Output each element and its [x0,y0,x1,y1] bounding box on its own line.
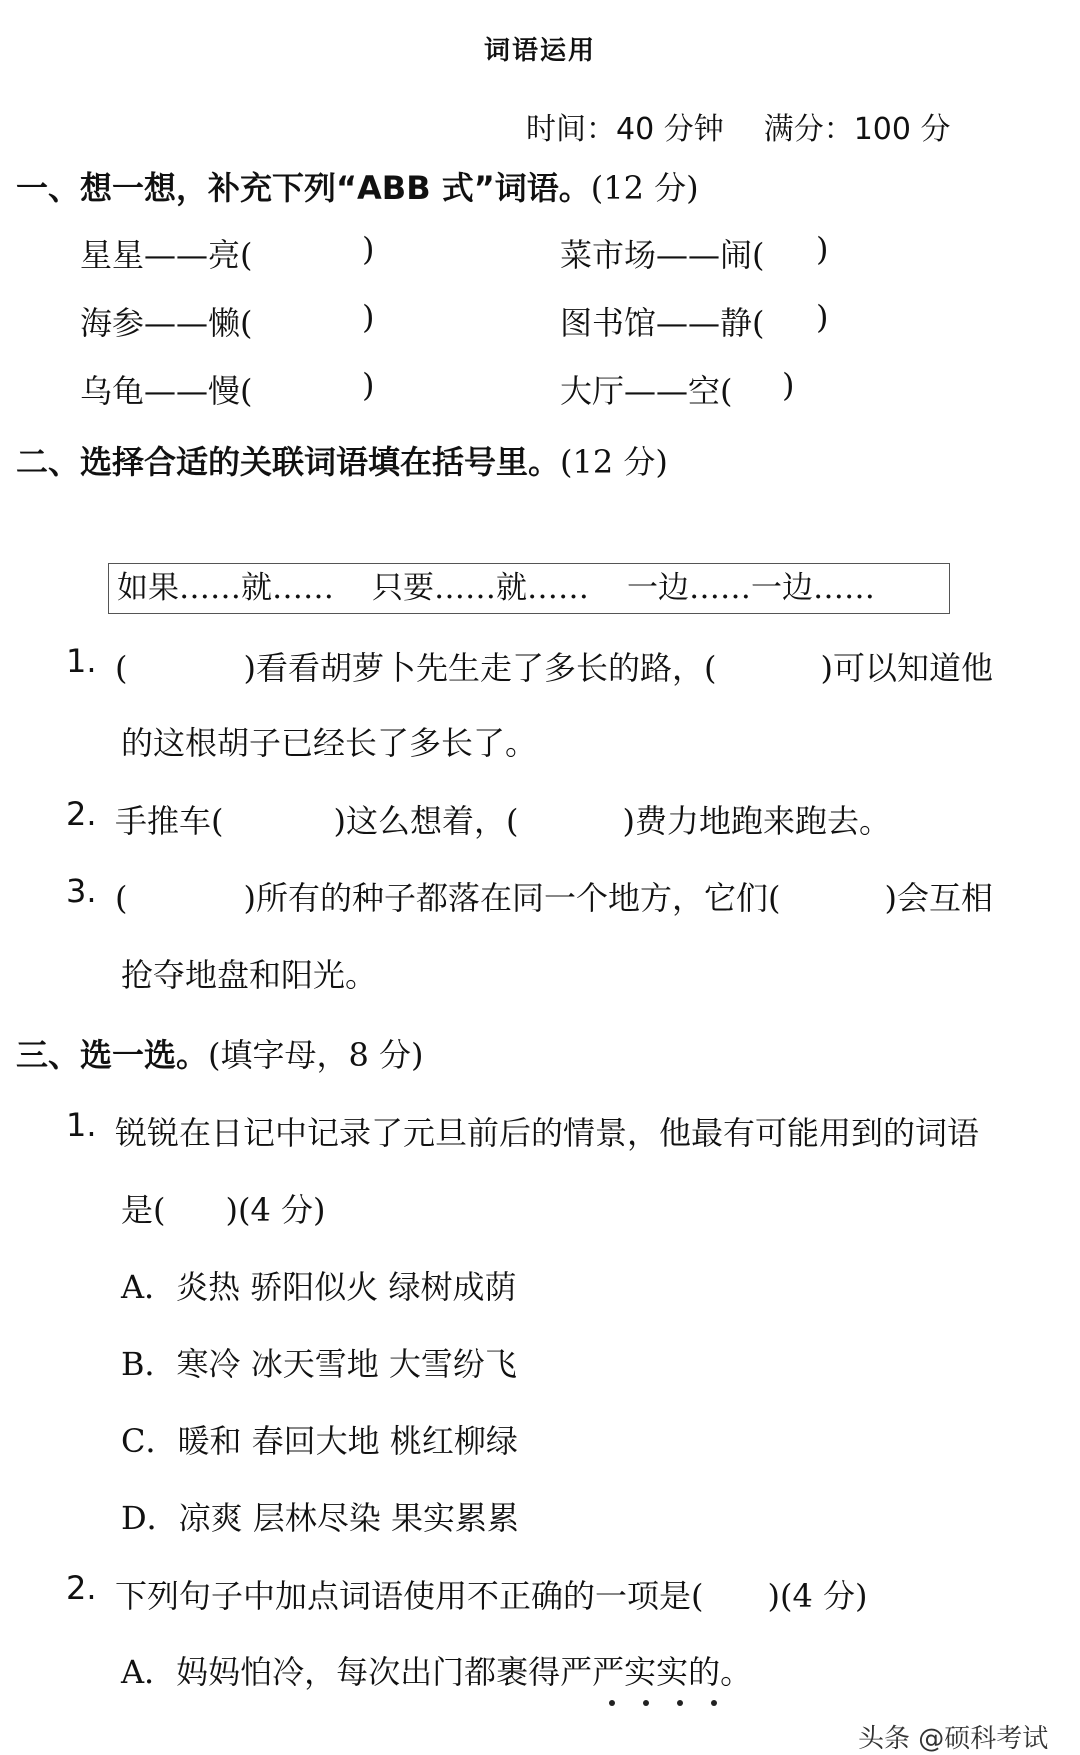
sec1-item-6: 大厅——空( [560,372,733,410]
sec3-q1-number: 1. [66,1106,97,1144]
sec2-q3-line2: 抢夺地盘和阳光。 [121,956,378,994]
sec1-item-2-close: ) [816,230,829,268]
sec2-q3-line1: ( )所有的种子都落在同一个地方，它们( )会互相 [115,879,993,917]
watermark: 头条 @硕科考试 [858,1724,1049,1754]
emphasis-dot [711,1700,717,1706]
emphasis-dot [643,1700,649,1706]
section-2-heading: 二、选择合适的关联词语填在括号里。(12 分) [16,443,668,481]
sec1-item-6-close: ) [782,366,795,404]
section-3-heading: 三、选一选。(填字母，8 分) [16,1036,424,1074]
sec3-q1-option-c: C．暖和 春回大地 桃红柳绿 [121,1422,518,1460]
emphasis-dot [609,1700,615,1706]
sec3-q2-line1: 下列句子中加点词语使用不正确的一项是( )(4 分) [115,1577,868,1615]
sec3-q1-line2: 是( )(4 分) [121,1191,326,1229]
exam-meta [526,104,951,148]
full-score: 满分：100 分 [763,112,951,147]
sec1-item-4-close: ) [816,298,829,336]
word-option-2: 只要……就…… [372,570,589,606]
sec3-q1-line1: 锐锐在日记中记录了元旦前后的情景，他最有可能用到的词语 [115,1114,980,1152]
sec1-item-4: 图书馆——静( [560,304,765,342]
sec2-q3-number: 3. [66,872,97,910]
sec3-q1-option-d: D．凉爽 层林尽染 果实累累 [121,1499,520,1537]
page-title: 词语运用 [483,36,596,66]
sec3-q1-option-a: A．炎热 骄阳似火 绿树成荫 [121,1268,517,1306]
conjunction-word-box [108,563,950,614]
sec2-q1-line2: 的这根胡子已经长了多长了。 [121,724,538,762]
sec1-item-3-close: ) [362,298,375,336]
sec1-item-1: 星星——亮( [80,236,253,274]
sec2-q1-number: 1. [66,642,97,680]
sec1-item-2: 菜市场——闹( [560,236,765,274]
sec1-item-5-close: ) [362,366,375,404]
sec3-q2-number: 2. [66,1569,97,1607]
word-option-3: 一边……一边…… [627,570,875,606]
sec1-item-1-close: ) [362,230,375,268]
sec2-q2-line1: 手推车( )这么想着，( )费力地跑来跑去。 [115,802,891,840]
sec2-q2-number: 2. [66,795,97,833]
time-limit: 时间：40 分钟 [526,112,724,147]
sec1-item-3: 海参——懒( [80,304,253,342]
section-1-heading: 一、想一想，补充下列“ABB 式”词语。(12 分) [16,169,699,207]
word-option-1: 如果……就…… [117,570,334,606]
sec3-q2-option-a: A．妈妈怕冷，每次出门都裹得严严实实的。 [121,1653,753,1691]
sec2-q1-line1: ( )看看胡萝卜先生走了多长的路，( )可以知道他 [115,649,993,687]
emphasis-dot [677,1700,683,1706]
sec1-item-5: 乌龟——慢( [80,372,253,410]
sec3-q1-option-b: B．寒冷 冰天雪地 大雪纷飞 [121,1345,517,1383]
